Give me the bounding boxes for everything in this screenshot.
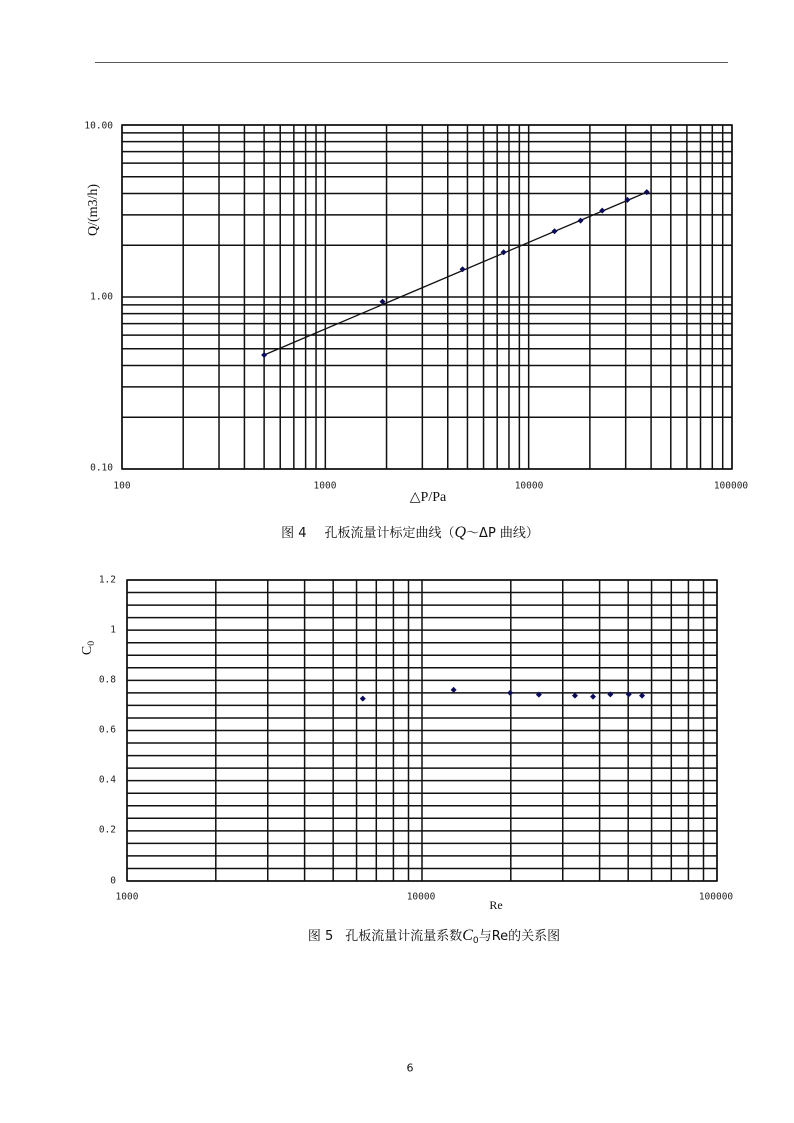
y-tick-label: 1.2: [98, 574, 116, 586]
y-tick-label: 0.8: [98, 674, 116, 686]
chart-c0-vs-re-plot-area: [127, 580, 717, 881]
page-header-rule: [95, 62, 728, 63]
caption-variable: C: [462, 927, 473, 945]
caption-text: ～ΔP 曲线）: [466, 526, 539, 541]
caption-label: 图 5: [307, 929, 334, 945]
caption-text: 孔板流量计流量系数: [345, 929, 463, 945]
data-point-diamond: [261, 352, 267, 358]
x-axis-title: △P/Pa: [409, 490, 447, 505]
caption-label: 图 4: [281, 526, 307, 541]
data-point-diamond: [578, 218, 584, 224]
y-tick-label: 0.2: [98, 824, 116, 836]
data-point-diamond: [590, 694, 596, 700]
gridlines: [127, 580, 717, 881]
y-tick-label: 0.10: [90, 462, 113, 474]
data-point-diamond: [507, 690, 513, 696]
x-tick-label: 100: [113, 480, 131, 492]
data-point-diamond: [451, 687, 457, 693]
figure-5-caption: [308, 928, 560, 946]
caption-variable: Q: [454, 524, 467, 541]
x-tick-label: 100000: [713, 480, 749, 492]
y-tick-label: 1: [110, 624, 116, 636]
y-tick-label: 1.00: [90, 291, 113, 303]
x-tick-label: 100000: [698, 891, 734, 903]
caption-text: 孔板流量计标定曲线（: [324, 526, 455, 541]
x-tick-label: 1000: [115, 891, 139, 903]
y-axis-title: [81, 641, 97, 655]
y-tick-label: 0.6: [98, 724, 116, 736]
caption-text: 与Re的关系图: [478, 929, 561, 945]
x-tick-label: 1000: [313, 480, 337, 492]
x-tick-label: 10000: [514, 480, 544, 492]
data-point-diamond: [644, 189, 650, 195]
y-tick-label: 10.00: [84, 120, 113, 132]
data-point-diamond: [360, 696, 366, 702]
gridlines: [122, 125, 732, 469]
y-tick-label: 0: [110, 875, 116, 887]
x-axis-title: Re: [489, 898, 503, 912]
x-tick-label: 10000: [406, 891, 436, 903]
data-point-diamond: [552, 228, 558, 234]
y-tick-label: 0.4: [98, 774, 116, 786]
figure-4-caption: [281, 525, 539, 541]
page-number: 6: [406, 1061, 414, 1075]
y-axis-title: Q/(m3/h): [86, 183, 101, 237]
y-axis-title-main: C: [80, 645, 96, 656]
chart-q-vs-dp-plot-area: [122, 125, 732, 469]
y-axis-title-subscript: 0: [86, 640, 98, 646]
caption-variable-subscript: 0: [472, 935, 479, 946]
